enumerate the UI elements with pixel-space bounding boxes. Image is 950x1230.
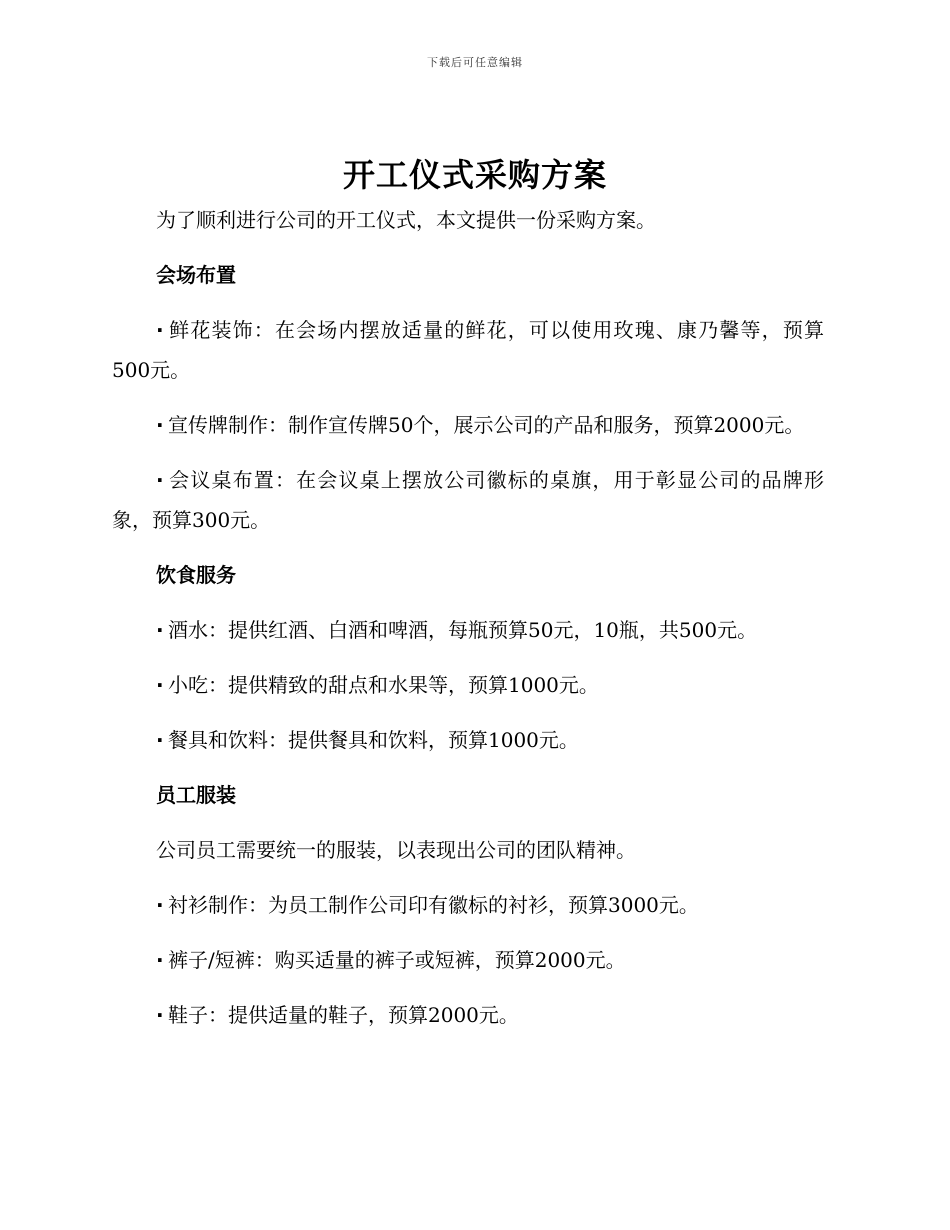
page-title: 开工仪式采购方案: [342, 156, 607, 194]
list-item-text: 会议桌布置：在会议桌上摆放公司徽标的桌旗，用于彰显公司的品牌形象，预算300元。: [112, 468, 824, 532]
section-heading-uniforms: 员工服装: [156, 783, 236, 807]
list-item: [112, 310, 824, 390]
bullet-marker: ·: [156, 893, 164, 917]
intro-paragraph: 为了顺利进行公司的开工仪式，本文提供一份采购方案。: [156, 208, 656, 232]
list-item: [112, 995, 824, 1035]
list-item: [112, 405, 824, 445]
list-item-text: 衬衫制作：为员工制作公司印有徽标的衬衫，预算3000元。: [168, 893, 699, 917]
list-item-text: 酒水：提供红酒、白酒和啤酒，每瓶预算50元，10瓶，共500元。: [168, 618, 758, 642]
bullet-marker: ·: [156, 673, 164, 697]
bullet-marker: ·: [156, 468, 164, 492]
section-heading-catering: 饮食服务: [156, 563, 236, 587]
bullet-marker: ·: [156, 1003, 164, 1027]
list-item: [112, 720, 824, 760]
list-item: [112, 460, 824, 540]
bullet-marker: ·: [156, 728, 164, 752]
list-item: [112, 665, 824, 705]
list-item-text: 宣传牌制作：制作宣传牌50个，展示公司的产品和服务，预算2000元。: [168, 413, 805, 437]
bullet-marker: ·: [156, 618, 164, 642]
header-note: 下载后可任意编辑: [427, 56, 523, 69]
bullet-marker: ·: [156, 948, 164, 972]
section-heading-venue: 会场布置: [156, 263, 236, 287]
list-item-text: 餐具和饮料：提供餐具和饮料，预算1000元。: [168, 728, 579, 752]
bullet-marker: ·: [156, 413, 164, 437]
section-intro-paragraph: 公司员工需要统一的服装，以表现出公司的团队精神。: [156, 838, 636, 862]
bullet-marker: ·: [156, 318, 164, 342]
list-item-text: 鞋子：提供适量的鞋子，预算2000元。: [168, 1003, 519, 1027]
list-item: [112, 885, 824, 925]
list-item-text: 裤子/短裤：购买适量的裤子或短裤，预算2000元。: [168, 948, 626, 972]
list-item: [112, 940, 824, 980]
document-body: [112, 200, 824, 1050]
list-item-text: 鲜花装饰：在会场内摆放适量的鲜花，可以使用玫瑰、康乃馨等，预算500元。: [112, 318, 824, 382]
list-item-text: 小吃：提供精致的甜点和水果等，预算1000元。: [168, 673, 599, 697]
list-item: [112, 610, 824, 650]
